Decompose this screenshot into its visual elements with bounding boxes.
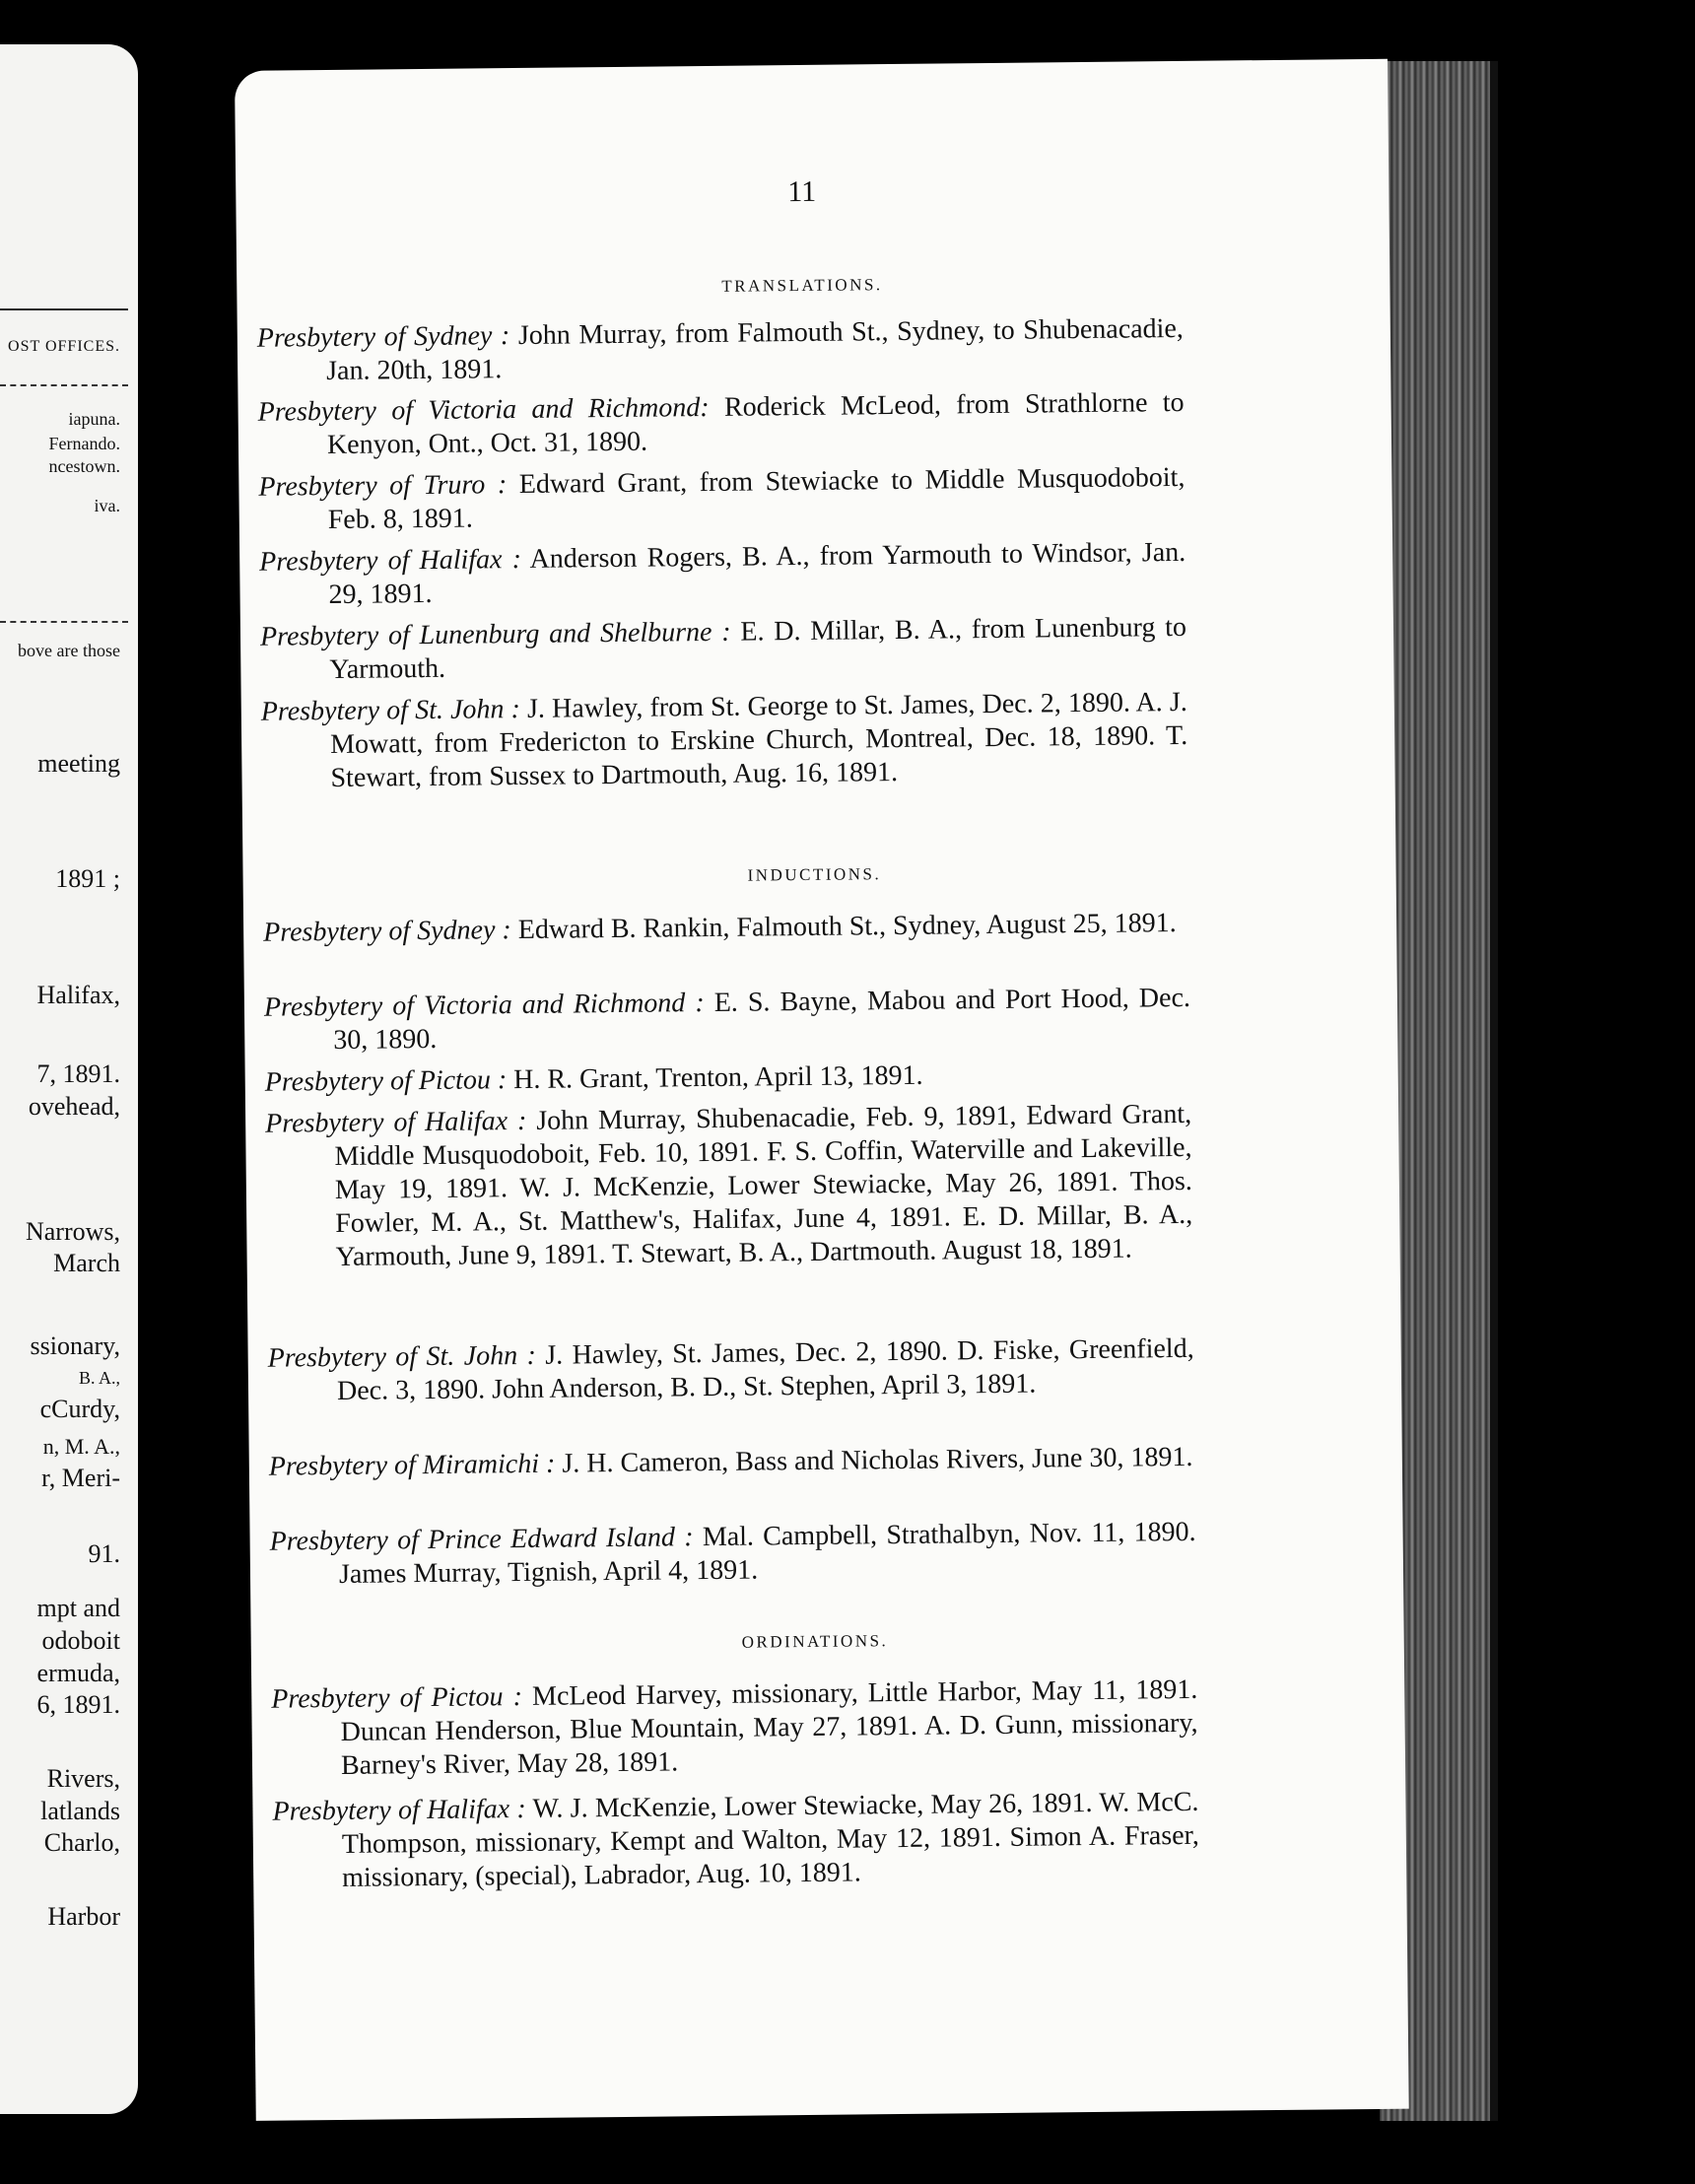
entry-text: E. D. Millar, B. A., from Lunenburg to Yarmouth. xyxy=(329,611,1187,686)
entry xyxy=(268,1332,1195,1409)
left-text-fragment: ssionary, xyxy=(30,1331,120,1360)
left-text-fragment: ncestown. xyxy=(48,456,120,476)
section-heading-inductions: INDUCTIONS. xyxy=(747,864,882,885)
entry xyxy=(272,1786,1199,1896)
entry-text: J. H. Cameron, Bass and Nicholas Rivers, June 30, 1891. xyxy=(562,1441,1193,1479)
left-text-fragment: ovehead, xyxy=(28,1092,120,1121)
entry-text: Edward Grant, from Stewiacke to Middle Musquodoboit, Feb. 8, 1891. xyxy=(327,461,1186,536)
entry-text: McLeod Harvey, missionary, Little Harbor, May 11, 1891. Duncan Henderson, Blue Mountain, May 27, 1891. A. D. Gunn, missionary, Barney's River, May 28, 1891. xyxy=(340,1673,1198,1781)
left-text-fragment: OST OFFICES. xyxy=(8,338,120,355)
presbytery-name: Presbytery of Miramichi : xyxy=(268,1448,556,1482)
entry-text: H. R. Grant, Trenton, April 13, 1891. xyxy=(513,1059,923,1096)
entry xyxy=(261,686,1188,796)
presbytery-name: Presbytery of St. John : xyxy=(267,1339,537,1374)
left-text-fragment: Halifax, xyxy=(36,981,120,1009)
left-text-fragment: Rivers, xyxy=(46,1764,120,1793)
entry-text: Roderick McLeod, from Strathlorne to Kenyon, Ont., Oct. 31, 1890. xyxy=(326,386,1185,461)
section-heading-translations: TRANSLATIONS. xyxy=(721,275,883,296)
presbytery-name: Presbytery of Pictou : xyxy=(271,1681,523,1715)
left-text-fragment: r, Meri- xyxy=(41,1464,120,1492)
entry-text: E. S. Bayne, Mabou and Port Hood, Dec. 30, 1890. xyxy=(333,982,1191,1057)
entry xyxy=(269,1516,1196,1593)
entry-text: J. Hawley, from St. George to St. James, Dec. 2, 1890. A. J. Mowatt, from Fredericton to Erskine Church, Montreal, Dec. 18, 1890. T. Stewart, from Sussex to Dartmouth, Aug. 16, 1891. xyxy=(330,686,1188,794)
left-text-fragment: meeting xyxy=(37,749,120,778)
entry xyxy=(259,536,1186,613)
presbytery-name: Presbytery of Lunenburg and Shelburne : xyxy=(259,616,731,652)
presbytery-name: Presbytery of Halifax : xyxy=(272,1794,526,1827)
entry xyxy=(263,907,1189,950)
left-text-fragment: iapuna. xyxy=(68,409,120,429)
left-text-fragment: Fernando. xyxy=(48,434,120,453)
entry xyxy=(269,1441,1195,1484)
entry xyxy=(257,312,1185,389)
entry-text: J. Hawley, St. James, Dec. 2, 1890. D. Fiske, Greenfield, Dec. 3, 1890. John Anderson, B. D., St. Stephen, April 3, 1891. xyxy=(336,1332,1194,1406)
divider xyxy=(0,621,128,623)
entry-text: John Murray, from Falmouth St., Sydney, to Shubenacadie, Jan. 20th, 1891. xyxy=(326,312,1184,387)
left-text-fragment: latlands xyxy=(40,1797,120,1825)
entry xyxy=(258,461,1186,538)
previous-page-fragment xyxy=(0,44,138,2114)
entry-text: W. J. McKenzie, Lower Stewiacke, May 26, 1891. W. McC. Thompson, missionary, Kempt and Walton, May 12, 1891. Simon A. Fraser, missionary, (special), Labrador, Aug. 10, 1891. xyxy=(341,1786,1199,1893)
presbytery-name: Presbytery of Sydney : xyxy=(262,915,511,948)
left-text-fragment: odoboit xyxy=(41,1626,120,1655)
page-number: 11 xyxy=(787,174,817,209)
presbytery-name: Presbytery of Victoria and Richmond : xyxy=(263,988,705,1023)
divider xyxy=(0,384,128,386)
presbytery-name: Presbytery of Pictou : xyxy=(264,1064,508,1098)
entry-text: Mal. Campbell, Strathalbyn, Nov. 11, 1890. James Murray, Tignish, April 4, 1891. xyxy=(338,1516,1196,1590)
presbytery-name: Presbytery of Halifax : xyxy=(259,543,522,578)
left-text-fragment: March xyxy=(53,1249,120,1277)
left-text-fragment: n, M. A., xyxy=(42,1434,120,1459)
left-text-fragment: bove are those xyxy=(18,641,120,660)
left-text-fragment: Harbor xyxy=(47,1902,120,1931)
presbytery-name: Presbytery of St. John : xyxy=(260,694,521,727)
entry-text: John Murray, Shubenacadie, Feb. 9, 1891, Edward Grant, Middle Musquodoboit, Feb. 10, 1891. F. S. Coffin, Waterville and Lakeville, May 19, 1891. W. J. McKenzie, Lower Stewiacke, May 26, 1891. Thos. Fowler, M. A., St. Matthew's, Halifax, June 4, 1891. E. D. Millar, B. A., Yarmouth, June 9, 1891. T. Stewart, B. A., Dartmouth. August 18, 1891. xyxy=(334,1098,1193,1272)
left-text-fragment: mpt and xyxy=(36,1594,120,1622)
left-text-fragment: 1891 ; xyxy=(55,864,120,893)
section-heading-ordinations: ORDINATIONS. xyxy=(741,1631,889,1652)
presbytery-name: Presbytery of Victoria and Richmond: xyxy=(257,391,710,428)
presbytery-name: Presbytery of Sydney : xyxy=(256,320,510,354)
entry xyxy=(257,386,1185,463)
edge-shadow xyxy=(1490,61,1498,2121)
left-text-fragment: B. A., xyxy=(78,1368,120,1388)
entry xyxy=(265,1057,1191,1100)
entry xyxy=(264,982,1191,1058)
left-text-fragment: cCurdy, xyxy=(39,1395,120,1423)
left-text-fragment: 91. xyxy=(88,1539,120,1568)
left-text-fragment: 7, 1891. xyxy=(36,1059,120,1088)
presbytery-name: Presbytery of Truro : xyxy=(258,469,508,503)
presbytery-name: Presbytery of Halifax : xyxy=(265,1105,527,1139)
main-page xyxy=(235,59,1409,2121)
entry xyxy=(271,1673,1198,1784)
left-text-fragment: ermuda, xyxy=(36,1659,120,1687)
left-text-fragment: 6, 1891. xyxy=(36,1690,120,1719)
presbytery-name: Presbytery of Prince Edward Island : xyxy=(269,1522,694,1557)
left-text-fragment: iva. xyxy=(94,496,120,515)
divider xyxy=(0,308,128,310)
entry xyxy=(265,1098,1193,1275)
entry-text: Anderson Rogers, B. A., from Yarmouth to Windsor, Jan. 29, 1891. xyxy=(328,536,1186,611)
entry xyxy=(260,611,1187,688)
entry-text: Edward B. Rankin, Falmouth St., Sydney, August 25, 1891. xyxy=(517,908,1177,946)
left-text-fragment: Charlo, xyxy=(43,1828,120,1857)
left-text-fragment: Narrows, xyxy=(25,1217,120,1246)
